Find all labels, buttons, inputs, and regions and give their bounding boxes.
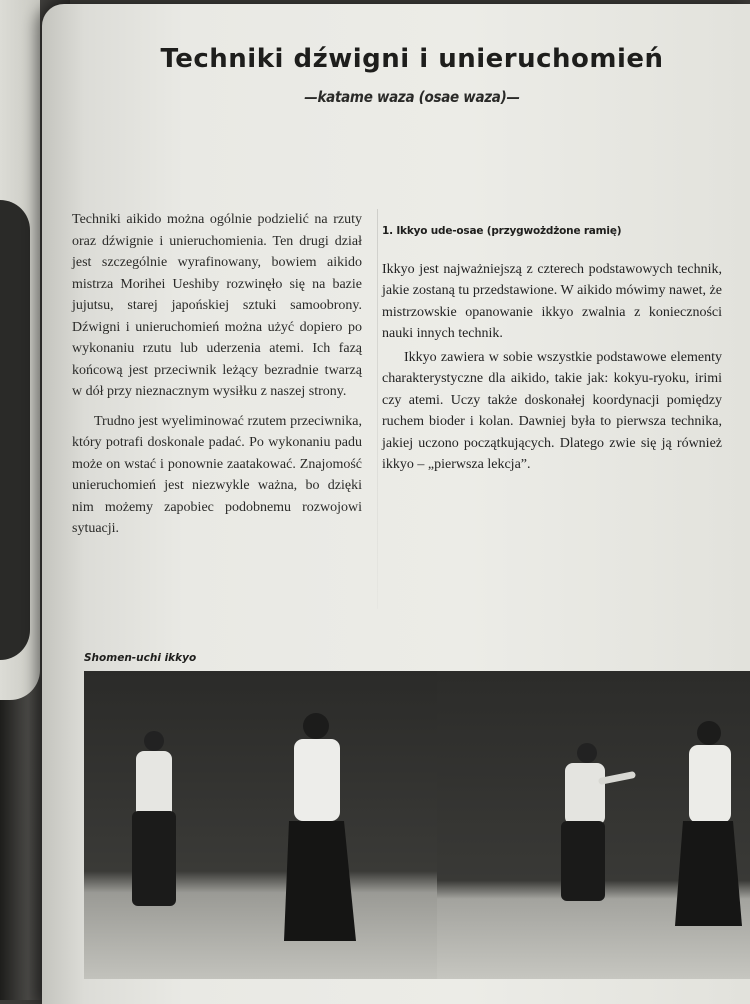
adjacent-page-shadow [0, 200, 30, 660]
right-paragraph-1: Ikkyo jest najważniejszą z czterech podstawowych technik, jakie zostaną tu przedstawione. W aikido mówimy nawet, że mistrzowskie opanowanie ikkyo zwalnia z konieczności nauki innych technik. [382, 261, 722, 341]
page-subtitle: —katame waza (osae waza)— [304, 88, 520, 106]
right-paragraph-2: Ikkyo zawiera w sobie wszystkie podstawowe elementy charakterystyczne dla aikido, takie jak: kokyu-ryoku, irimi czy atemi. Uczy także doskonałej koordynacji pomiędzy ruchem bioder i kolan. Dawniej była to pierwsza technika, jakiej uczono początkujących. Dlatego zwie się ją również ikkyo – „pierwsza lekcja”. [382, 349, 722, 472]
book-page [42, 4, 750, 1004]
left-paragraph-2: Trudno jest wyeliminować rzutem przeciwnika, który potrafi doskonale padać. Po wykonaniu padu może on wstać i ponownie zaatakować. Znajomość unieruchomień jest niezwykle ważna, bo dzięki nim możemy zapobiec podobnemu rozwojowi sytuacji. [72, 413, 362, 536]
page-title: Techniki dźwigni i unieruchomień [160, 44, 664, 74]
column-divider [377, 209, 378, 609]
photo-left [84, 671, 460, 979]
section-heading: 1. Ikkyo ude-osae (przygwożdżone ramię) [382, 225, 622, 237]
right-text-column [382, 221, 722, 478]
photo-caption: Shomen-uchi ikkyo [84, 652, 197, 664]
left-paragraph-1: Techniki aikido można ogólnie podzielić na rzuty oraz dźwignie i unieruchomienia. Ten drugi dział jest szczególnie wyrafinowany, bowiem aikido mistrza Morihei Ueshiby rozwinęło się na bazie jujutsu, starej japońskiej sztuki samoobrony. Dźwigni i unieruchomień można użyć dopiero po wykonaniu rzutu lub uderzenia atemi. Ich fazą końcową jest przeciwnik leżący bezradnie twarzą w dół przy nieznacznym wysiłku z naszej strony. [72, 212, 362, 399]
photo-right [437, 671, 750, 979]
aikidoka-left-figure [132, 731, 176, 906]
left-text-column [72, 209, 362, 548]
